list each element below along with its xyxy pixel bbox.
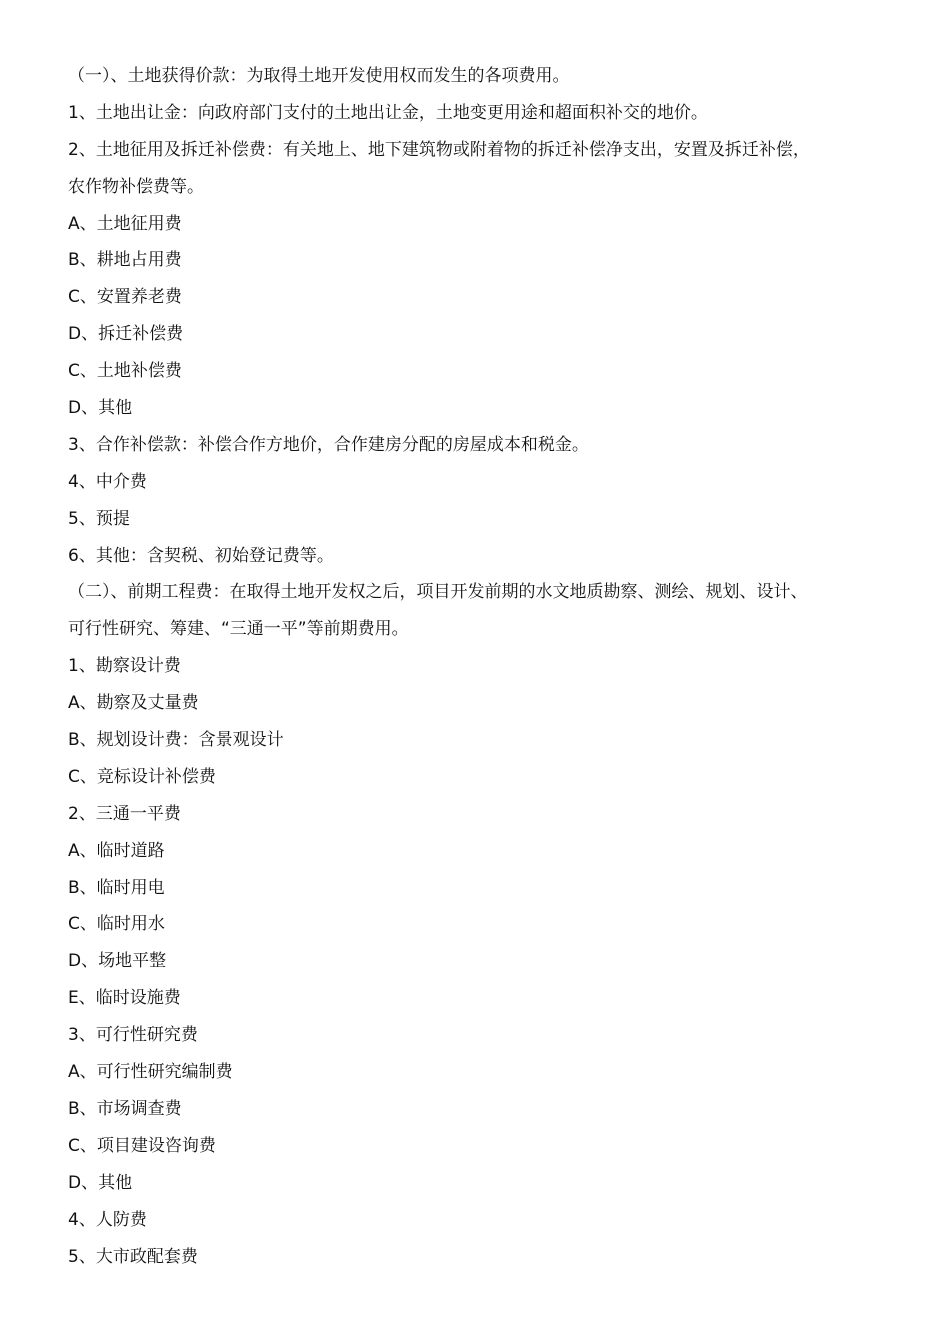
list-item: C、临时用水: [68, 914, 165, 935]
list-item: D、拆迁补偿费: [68, 324, 184, 345]
section-heading-land-cost: （一）、土地获得价款：为取得土地开发使用权而发生的各项费用。: [68, 66, 570, 86]
list-item: 2、三通一平费: [68, 803, 181, 824]
list-item: A、可行性研究编制费: [68, 1062, 233, 1083]
list-item: D、其他: [68, 1172, 133, 1193]
list-item: 1、勘察设计费: [68, 656, 181, 677]
text-line: 可行性研究、筹建、“三通一平”等前期费用。: [68, 619, 409, 640]
list-item: C、安置养老费: [68, 287, 182, 308]
list-item: B、耕地占用费: [68, 250, 182, 271]
list-item: 5、预提: [68, 508, 130, 529]
list-item: 5、大市政配套费: [68, 1246, 198, 1267]
section-heading-preliminary-cost: （二）、前期工程费：在取得土地开发权之后，项目开发前期的水文地质勘察、测绘、规划、设计、: [68, 582, 808, 603]
list-item: B、临时用电: [68, 877, 165, 898]
document-body: [68, 64, 920, 1281]
list-item: 4、人防费: [68, 1209, 147, 1230]
list-item: A、土地征用费: [68, 213, 182, 234]
text-line: 农作物补偿费等。: [68, 176, 204, 197]
list-item: D、其他: [68, 398, 133, 419]
list-item: A、勘察及丈量费: [68, 693, 199, 714]
text-line: 3、合作补偿款：补偿合作方地价，合作建房分配的房屋成本和税金。: [68, 434, 589, 455]
list-item: E、临时设施费: [68, 988, 181, 1009]
list-item: B、市场调查费: [68, 1098, 182, 1119]
list-item: A、临时道路: [68, 840, 165, 861]
list-item: 3、可行性研究费: [68, 1025, 198, 1046]
text-line: 2、土地征用及拆迁补偿费：有关地上、地下建筑物或附着物的拆迁补偿净支出，安置及拆迁补偿，: [68, 139, 810, 160]
list-item: C、土地补偿费: [68, 361, 182, 382]
list-item: C、竞标设计补偿费: [68, 766, 216, 787]
list-item: C、项目建设咨询费: [68, 1135, 216, 1156]
text-line: 1、土地出让金：向政府部门支付的土地出让金，土地变更用途和超面积补交的地价。: [68, 102, 708, 123]
text-line: 6、其他：含契税、初始登记费等。: [68, 545, 334, 566]
list-item: D、场地平整: [68, 951, 167, 972]
list-item: 4、中介费: [68, 471, 147, 492]
list-item: B、规划设计费：含景观设计: [68, 730, 284, 751]
